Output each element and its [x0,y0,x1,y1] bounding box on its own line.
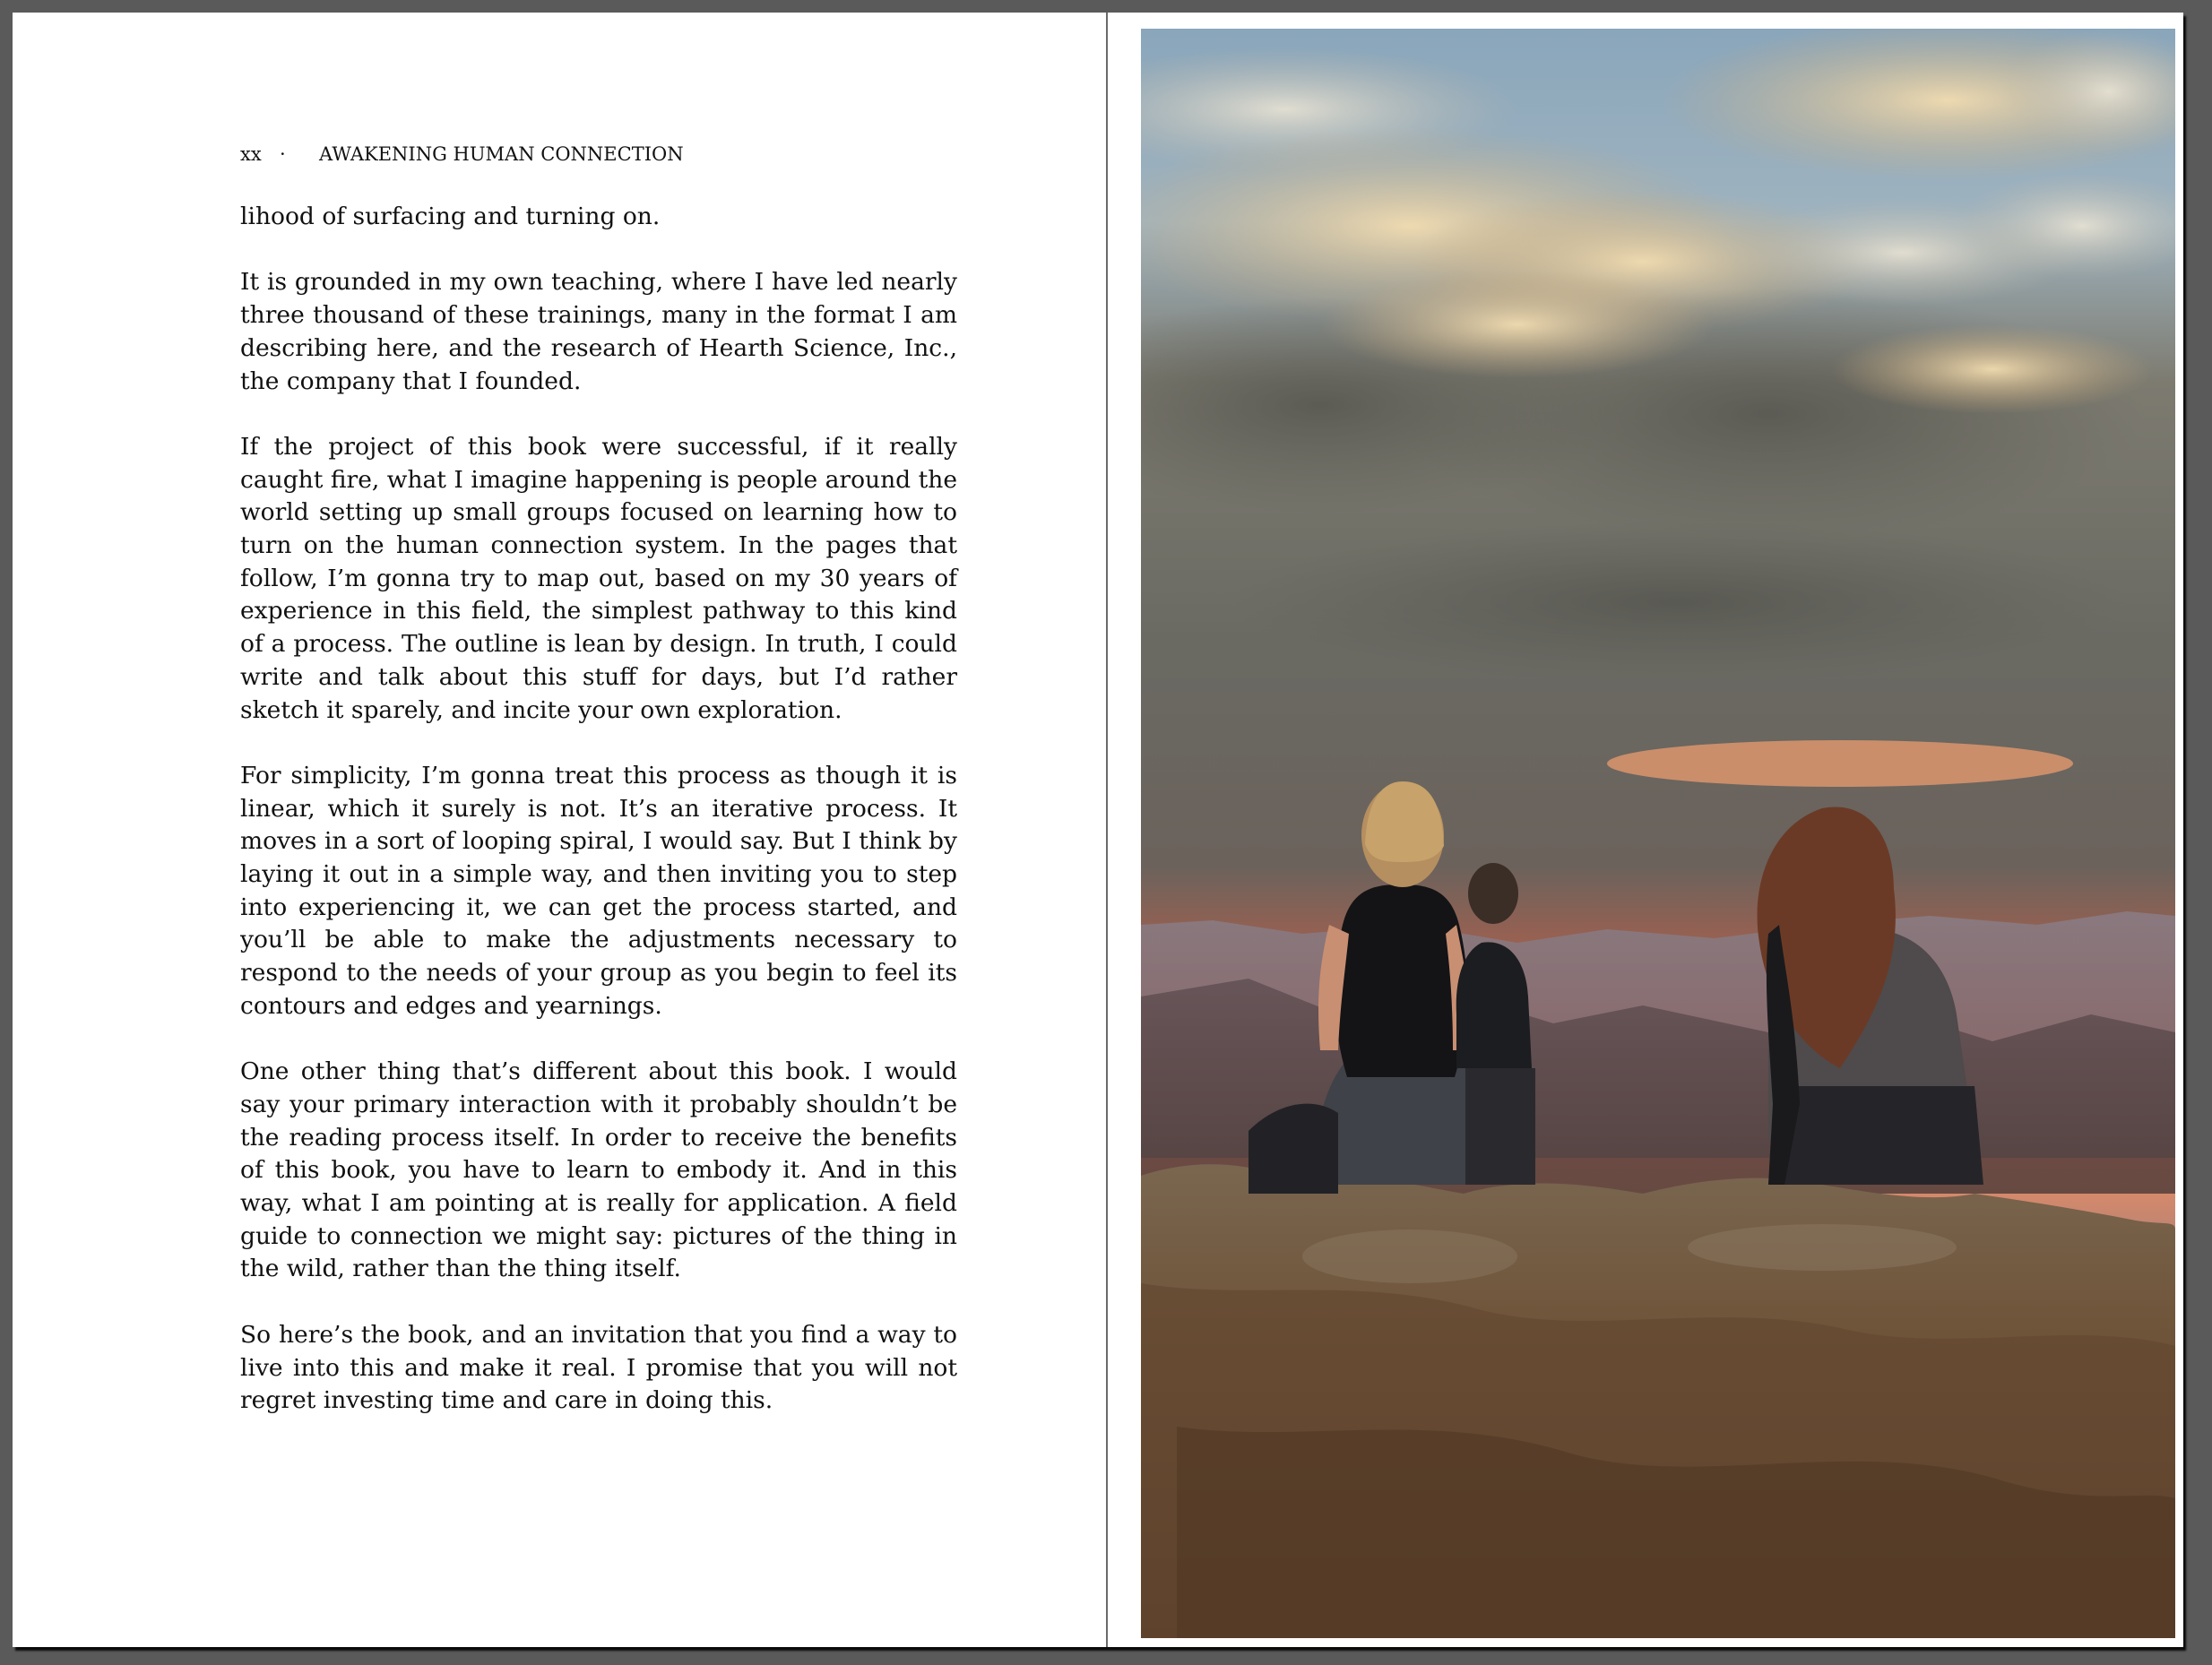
paragraph: It is grounded in my own teaching, where I have led nearly three thousand of these trainings, many in the format I am describing here, and the research of Hearth Science, Inc., the company that I founded. [240,268,957,395]
paragraph: So here’s the book, and an invitation that you find a way to live into this and make it real. I promise that you will not regret investing time and care in doing this. [240,1320,957,1415]
body-text [240,201,957,1451]
sunset-photo [1141,29,2175,1638]
page-number: xx [240,143,262,165]
running-head [240,143,684,165]
book-title: AWAKENING HUMAN CONNECTION [319,143,684,165]
paragraph: For simplicity, I’m gonna treat this process as though it is linear, which it surely is not. It’s an iterative process. It moves in a sort of looping spiral, I would say. But I think by laying it out in a simple way, and then inviting you to step into experiencing it, we can get the process started, and you’ll be able to make the adjustments necessary to respond to the needs of your group as you begin to feel its contours and edges and yearnings. [240,761,957,1020]
paragraph: lihood of surfacing and turning on. [240,203,661,230]
left-page [13,13,1107,1647]
paragraph: One other thing that’s different about this book. I would say your primary interaction with it probably shouldn’t be the reading process itself. In order to receive the benefits of this book, you have to learn to embody it. And in this way, what I am pointing at is really for application. A field guide to connection we might say: pictures of the thing in the wild, rather than the thing itself. [240,1057,957,1283]
paragraph: If the project of this book were successful, if it really caught fire, what I imagine happening is people around the world setting up small groups focused on learning how to turn on the human connection system. In the pages that follow, I’m gonna try to map out, based on my 30 years of experience in this field, the simplest pathway to this kind of a process. The outline is lean by design. In truth, I could write and talk about this stuff for days, but I’d rather sketch it sparely, and incite your own exploration. [240,432,957,724]
right-page [1108,13,2183,1647]
book-spread [13,13,2183,1647]
header-separator: · [280,143,286,165]
